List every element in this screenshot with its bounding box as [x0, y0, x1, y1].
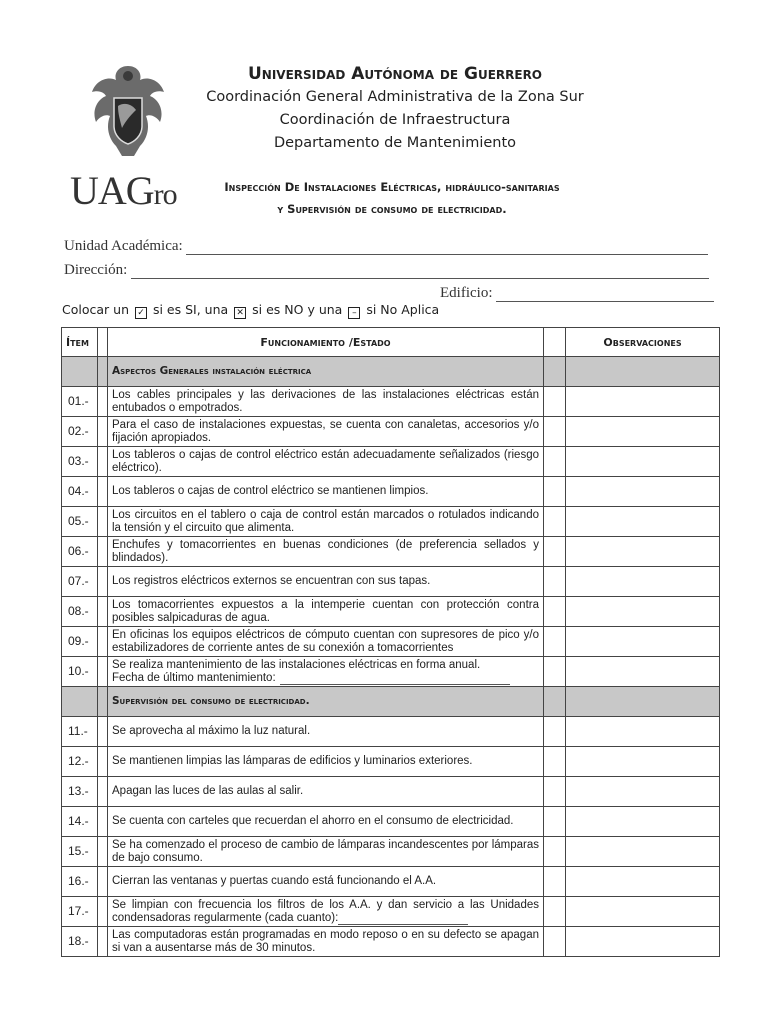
- document-header: [190, 62, 600, 155]
- check-cell[interactable]: [98, 897, 108, 927]
- observations-cell[interactable]: [566, 897, 720, 927]
- university-name: Universidad Autónoma de Guerrero: [247, 64, 543, 84]
- item-text-2: Fecha de último mantenimiento:: [112, 671, 276, 684]
- item-text: Se cuenta con carteles que recuerdan el ahorro en el consumo de electricidad.: [112, 815, 514, 827]
- item-description: [108, 477, 544, 507]
- observations-cell[interactable]: [566, 867, 720, 897]
- check-cell-2[interactable]: [544, 477, 566, 507]
- item-text: Los registros eléctricos externos se encuentran con sus tapas.: [112, 575, 431, 587]
- header-check-2: [544, 328, 566, 357]
- item-number: 02.-: [62, 417, 98, 447]
- item-number: 17.-: [62, 897, 98, 927]
- observations-cell[interactable]: [566, 747, 720, 777]
- unidad-label: Unidad Académica:: [64, 238, 183, 254]
- item-text: Los tableros o cajas de control eléctrico se mantienen limpios.: [112, 485, 429, 497]
- check-cell[interactable]: [98, 567, 108, 597]
- table-row: [62, 417, 720, 447]
- item-description: [108, 387, 544, 417]
- frequency-input-line[interactable]: [338, 913, 468, 925]
- observations-cell[interactable]: [566, 537, 720, 567]
- check-cell-2[interactable]: [544, 417, 566, 447]
- table-row: [62, 627, 720, 657]
- item-description: [108, 507, 544, 537]
- date-input-line[interactable]: [280, 673, 510, 685]
- item-description: [108, 597, 544, 627]
- check-cell[interactable]: [98, 447, 108, 477]
- item-description: [108, 447, 544, 477]
- item-description: [108, 927, 544, 957]
- item-number: 01.-: [62, 387, 98, 417]
- item-text: Apagan las luces de las aulas al salir.: [112, 785, 304, 797]
- item-text: Los tableros o cajas de control eléctrico están adecuadamente señalizados (riesgo eléctrico).: [112, 448, 539, 474]
- item-text: Se mantienen limpias las lámparas de edificios y luminarios exteriores.: [112, 755, 473, 767]
- observations-cell[interactable]: [566, 717, 720, 747]
- check-cell[interactable]: [98, 867, 108, 897]
- header-check: [98, 328, 108, 357]
- check-cell[interactable]: [98, 747, 108, 777]
- observations-cell[interactable]: [566, 447, 720, 477]
- uagro-logo: [70, 62, 188, 212]
- item-text: Se realiza mantenimiento de las instalaciones eléctricas en forma anual.: [112, 658, 481, 671]
- check-cell[interactable]: [98, 477, 108, 507]
- check-cell-2[interactable]: [544, 717, 566, 747]
- check-cell[interactable]: [98, 417, 108, 447]
- table-row: [62, 807, 720, 837]
- observations-cell[interactable]: [566, 837, 720, 867]
- item-number: 12.-: [62, 747, 98, 777]
- item-description: [108, 657, 544, 687]
- check-cell[interactable]: [98, 597, 108, 627]
- item-description: [108, 897, 544, 927]
- item-text: En oficinas los equipos eléctricos de cómputo cuentan con supresores de pico y/o estabilizadores de corriente antes de su conexión a tomacorrientes: [112, 628, 539, 654]
- header-line-3: Departamento de Mantenimiento: [273, 135, 517, 151]
- section-title-2: Supervisión del consumo de electricidad.: [108, 687, 544, 717]
- item-number: 13.-: [62, 777, 98, 807]
- check-cell-2[interactable]: [544, 837, 566, 867]
- instructions-text-4: si No Aplica: [366, 302, 440, 317]
- eagle-crest-icon: [88, 62, 168, 162]
- item-description: [108, 747, 544, 777]
- check-cell-2[interactable]: [544, 387, 566, 417]
- item-description: [108, 717, 544, 747]
- header-line-1: Coordinación General Administrativa de la Zona Sur: [206, 89, 584, 105]
- check-cell-2[interactable]: [544, 567, 566, 597]
- observations-cell[interactable]: [566, 567, 720, 597]
- check-cell[interactable]: [98, 837, 108, 867]
- unidad-field: [64, 238, 708, 255]
- item-text: Se ha comenzado el proceso de cambio de lámparas incandescentes por lámparas de bajo consumo.: [112, 838, 539, 864]
- item-text: Los tomacorrientes expuestos a la intemperie cuentan con protección contra posibles salpicaduras de agua.: [112, 598, 539, 624]
- unidad-input-line[interactable]: [186, 240, 708, 255]
- item-text: Para el caso de instalaciones expuestas, se cuenta con canaletas, accesorios y/o fijación apropiados.: [112, 418, 539, 444]
- item-description: [108, 867, 544, 897]
- item-number: 10.-: [62, 657, 98, 687]
- observations-cell[interactable]: [566, 477, 720, 507]
- item-number: 11.-: [62, 717, 98, 747]
- table-row: [62, 927, 720, 957]
- table-row: [62, 747, 720, 777]
- item-number: 16.-: [62, 867, 98, 897]
- table-row: [62, 387, 720, 417]
- edificio-label: Edificio:: [440, 285, 493, 301]
- observations-cell[interactable]: [566, 807, 720, 837]
- check-cell[interactable]: [98, 657, 108, 687]
- header-obs: Observaciones: [566, 328, 720, 357]
- check-cell[interactable]: [98, 717, 108, 747]
- header-func: Funcionamiento /Estado: [108, 328, 544, 357]
- check-cell[interactable]: [98, 927, 108, 957]
- item-text: Las computadoras están programadas en modo reposo o en su defecto se apagan si van a ausentarse más de 30 minutos.: [112, 928, 539, 954]
- item-number: 06.-: [62, 537, 98, 567]
- table-row: [62, 507, 720, 537]
- instructions-text-1: Colocar un: [62, 302, 129, 317]
- checkbox-checked-icon: ✓: [135, 307, 147, 319]
- check-cell[interactable]: [98, 627, 108, 657]
- check-cell-2[interactable]: [544, 627, 566, 657]
- check-cell-2[interactable]: [544, 867, 566, 897]
- item-description: [108, 777, 544, 807]
- table-row: [62, 897, 720, 927]
- item-text: Se limpian con frecuencia los filtros de los A.A. y dan servicio a las Unidades condensadoras regularmente (cada cuanto):: [112, 898, 539, 924]
- item-description: [108, 837, 544, 867]
- observations-cell[interactable]: [566, 387, 720, 417]
- instructions-text-3: si es NO y una: [252, 302, 343, 317]
- inspection-title-line1: Inspección De Instalaciones Eléctricas, hidráulico-sanitarias: [224, 180, 560, 194]
- table-row: [62, 567, 720, 597]
- table-header-row: [62, 328, 720, 357]
- direccion-label: Dirección:: [64, 262, 128, 278]
- observations-cell[interactable]: [566, 777, 720, 807]
- table-row: [62, 867, 720, 897]
- table-row: [62, 777, 720, 807]
- item-text: Cierran las ventanas y puertas cuando está funcionando el A.A.: [112, 875, 437, 887]
- item-description: [108, 627, 544, 657]
- item-description: [108, 567, 544, 597]
- item-number: 03.-: [62, 447, 98, 477]
- instructions: [62, 302, 439, 319]
- section-row-1: [62, 357, 720, 387]
- edificio-field: [440, 285, 714, 302]
- observations-cell[interactable]: [566, 417, 720, 447]
- check-cell-2[interactable]: [544, 807, 566, 837]
- check-cell[interactable]: [98, 387, 108, 417]
- item-number: 05.-: [62, 507, 98, 537]
- item-number: 18.-: [62, 927, 98, 957]
- check-cell-2[interactable]: [544, 507, 566, 537]
- logo-text-main: UAG: [70, 168, 154, 213]
- check-cell-2[interactable]: [544, 657, 566, 687]
- header-line-2: Coordinación de Infraestructura: [279, 112, 511, 128]
- edificio-input-line[interactable]: [496, 287, 714, 302]
- observations-cell[interactable]: [566, 657, 720, 687]
- item-number: 07.-: [62, 567, 98, 597]
- header-item: Ítem: [62, 328, 98, 357]
- checkbox-dash-icon: –: [348, 307, 360, 319]
- observations-cell[interactable]: [566, 627, 720, 657]
- table-row: [62, 597, 720, 627]
- inspection-table: [61, 327, 720, 957]
- table-row: [62, 837, 720, 867]
- logo-text-small: ro: [153, 178, 177, 211]
- observations-cell[interactable]: [566, 597, 720, 627]
- check-cell-2[interactable]: [544, 777, 566, 807]
- table-row: [62, 447, 720, 477]
- item-text: Los cables principales y las derivaciones de las instalaciones eléctricas están entubados o empotrados.: [112, 388, 539, 414]
- item-text: Enchufes y tomacorrientes en buenas condiciones (de preferencia sellados y blindados).: [112, 538, 539, 564]
- direccion-field: [64, 262, 709, 279]
- section-row-2: [62, 687, 720, 717]
- check-cell[interactable]: [98, 507, 108, 537]
- observations-cell[interactable]: [566, 927, 720, 957]
- section-title-1: Aspectos Generales instalación eléctrica: [108, 357, 544, 387]
- check-cell[interactable]: [98, 777, 108, 807]
- check-cell-2[interactable]: [544, 597, 566, 627]
- item-number: 15.-: [62, 837, 98, 867]
- checkbox-crossed-icon: ✕: [234, 307, 246, 319]
- item-description: [108, 807, 544, 837]
- table-row: [62, 537, 720, 567]
- item-description: [108, 417, 544, 447]
- check-cell[interactable]: [98, 807, 108, 837]
- inspection-title-line2: y Supervisión de consumo de electricidad.: [277, 202, 507, 216]
- item-text: Se aprovecha al máximo la luz natural.: [112, 725, 311, 737]
- item-number: 09.-: [62, 627, 98, 657]
- check-cell-2[interactable]: [544, 927, 566, 957]
- item-description: [108, 537, 544, 567]
- direccion-input-line[interactable]: [131, 264, 709, 279]
- item-number: 08.-: [62, 597, 98, 627]
- check-cell-2[interactable]: [544, 747, 566, 777]
- check-cell-2[interactable]: [544, 447, 566, 477]
- check-cell-2[interactable]: [544, 897, 566, 927]
- item-number: 14.-: [62, 807, 98, 837]
- instructions-text-2: si es SI, una: [152, 302, 229, 317]
- item-number: 04.-: [62, 477, 98, 507]
- table-row: [62, 717, 720, 747]
- check-cell-2[interactable]: [544, 537, 566, 567]
- table-row: [62, 657, 720, 687]
- table-row: [62, 477, 720, 507]
- check-cell[interactable]: [98, 537, 108, 567]
- item-text: Los circuitos en el tablero o caja de control están marcados o rotulados indicando la tensión y el circuito que alimenta.: [112, 508, 539, 534]
- observations-cell[interactable]: [566, 507, 720, 537]
- inspection-title: [182, 176, 602, 220]
